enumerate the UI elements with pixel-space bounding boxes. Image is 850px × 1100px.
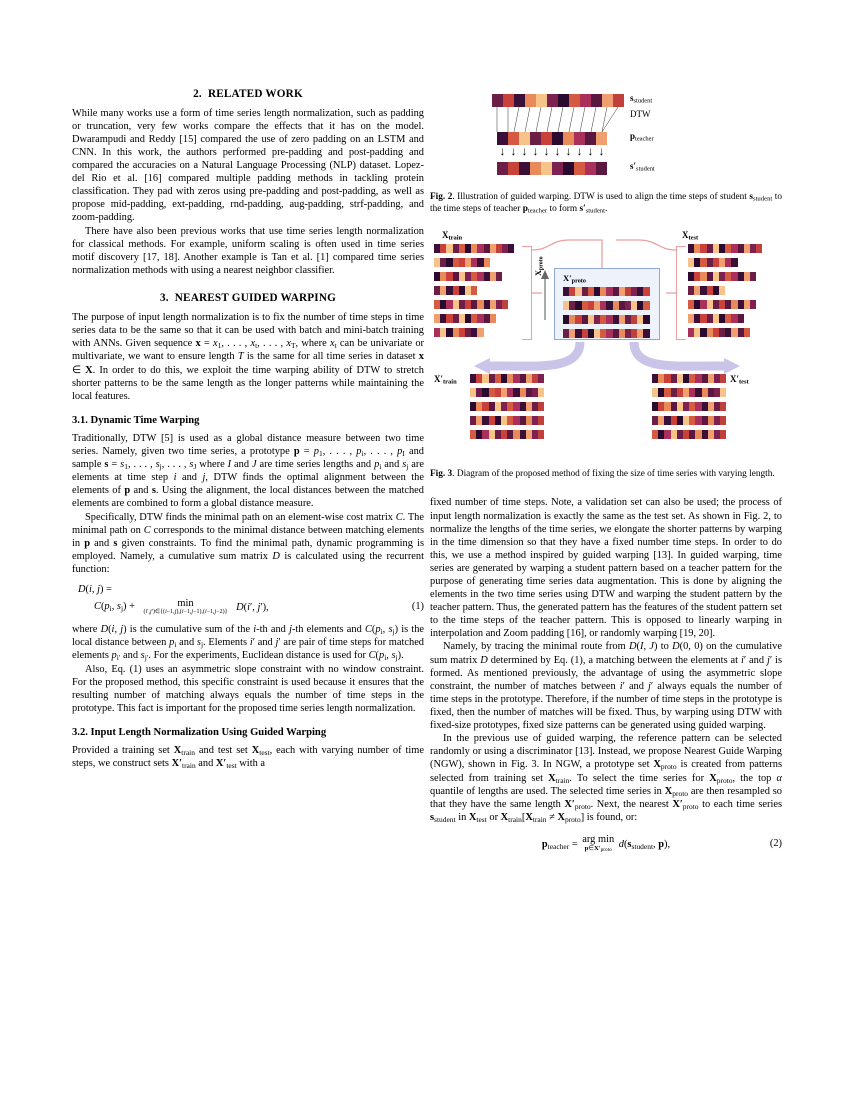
ts-cell xyxy=(503,94,514,107)
paragraph: While many works use a form of time series length normalization, such as padding or truncation, very few works compare the effects that it has on the model. Dwarampudi and Reddy [15] compared the use of zero padding on an LSTM and CNN. In this work, the authors performed pre-padding and post-padding and compared the accuracies on a Natural Language Processing (NLP) dataset. Lopez-del Rio et al. [16] compared multiple padding methods in tackling protein classification. They pad with zeros using pre-padding and post-padding, as well as propose mid-padding, ext-padding, rnd-padding, aug-padding, strf-padding, and zoom-padding. xyxy=(72,108,424,224)
ts-cell xyxy=(563,162,574,175)
fig3-label-xptrain: $X'_{train}$ xyxy=(434,373,457,386)
ts-cell xyxy=(602,94,613,107)
ts-cell xyxy=(596,162,607,175)
right-column xyxy=(430,88,782,861)
fig3-proto-series xyxy=(563,329,650,338)
figure-3-caption: Fig. 3. Diagram of the proposed method of fixing the size of time series with varying length. xyxy=(430,468,775,479)
paragraph: In the previous use of guided warping, the reference pattern can be selected randomly or using a discriminator [13]. Instead, we propose Nearest Guide Warping (NGW), shown in Fig. 3. In NGW, a prototype set $X_{proto}$ is created from patterns selected from training set $X_{train}$. To select the time series for $X_{proto}$, the top α quantile of lengths are used. The selected time series in $X_{proto}$ are then resampled so that they have the same length $X'_{proto}$. Next, the nearest $X'_{proto}$ to each time series $s_{student}$ in $X_{test}$ or $X_{train}[X_{train} \ne X_{proto}]$ is found, or: xyxy=(430,733,782,825)
down-arrow-icon: ↓ xyxy=(565,144,572,158)
ts-cell xyxy=(519,162,530,175)
down-arrow-icon: ↓ xyxy=(499,144,506,158)
fig2-warp-arrows xyxy=(497,145,607,157)
paragraph: fixed number of time steps. Note, a validation set can also be used; the process of input length normalization is exactly the same as the test set. As shown in Fig. 2, to normalize the lengths of the time series, we elongate the shorter patterns by warping in the time dimension so that they have a fixed number time steps. In order to do this, we use a method inspired by guided warping [13]. In guided warping, time series are generated by warping a student pattern based on a teacher pattern for the purpose of generating time series data augmentation. This is done by aligning the elements in the two time series using DTW and warping the student pattern by the teacher pattern. Thus, the generated pattern has the features of the student pattern set to the time steps of the teacher pattern. This is opposed to linearly warping in interpolation and Zoom padding [16], or randomly warping [19, 20]. xyxy=(430,497,782,639)
fig2-label-dtw: DTW xyxy=(630,109,651,119)
subsection-number: 3.2. xyxy=(72,727,88,739)
ts-cell xyxy=(497,162,508,175)
ts-cell xyxy=(525,94,536,107)
ts-cell xyxy=(580,94,591,107)
equation-2: $p_{teacher}$ = arg min p∈X′proto $d(s_{student}$, p), (2) xyxy=(541,833,782,854)
subsection-title: Dynamic Time Warping xyxy=(90,414,200,426)
fig2-label-output: $s'_{student}$ xyxy=(630,161,655,173)
section-heading-nearest-guided-warping xyxy=(72,292,424,304)
paragraph: There have also been previous works that use time series length normalization for classical methods. For example, uniform scaling is often used in time series motif discovery [17, 18]. Another example is Tan et al. [1] compared time series normalization methods with using a nearest neighbor classifier. xyxy=(72,225,424,277)
fig3-label-xpproto: $X'_{proto}$ xyxy=(563,272,586,285)
fig3-output-train-series xyxy=(470,374,544,383)
paragraph: Traditionally, DTW [5] is used as a global distance measure between two time series. Namely, given two time series, a prototype $p = p_1$, . . . , $p_i$, . . . , $p_I$ and sample $s = s_1$, . . . , $s_j$, . . . , $s_J$ where I and J are time series lengths and $p_i$ and $s_j$ are elements at time step i and j, DTW finds the optimal alignment between the elements of p and s. Using the alignment, the local distances between the matched elements are combined to form a global distance measure. xyxy=(72,432,424,510)
paragraph: The purpose of input length normalization is to fix the number of time steps in time series data to be the same so that it can be used with batch and mini-batch training with ANNs. Given sequence $x = x_1$, . . . , $x_t$, . . . , $x_T$, where $x_t$ can be univariate or multivariate, we want to ensure length T is the same for all time series in dataset x ∈ X. In order to do this, we exploit the time warping ability of DTW to stretch shorter patterns to be the same length as the longer patterns while maintaining the local features. xyxy=(72,312,424,402)
fig3-output-train-series xyxy=(470,402,544,411)
section-title: NEAREST GUIDED WARPING xyxy=(174,292,337,305)
fig3-output-train-series xyxy=(470,416,544,425)
left-column xyxy=(72,88,424,771)
ts-cell xyxy=(558,94,569,107)
fig3-output-test-series xyxy=(652,430,726,439)
equation-1-number: (1) xyxy=(411,601,424,613)
fig3-output-train-series xyxy=(470,430,544,439)
paragraph: Also, Eq. (1) uses an asymmetric slope constraint with no window constraint. For the proposed method, this specific constraint is used because it ensures that the resulting number of matching always equals the number of time steps in the prototype. This fact is important for the proposed time series length normalization. xyxy=(72,663,424,714)
fig3-xproto-arrow xyxy=(538,270,552,320)
fig2-label-student: $s_{student}$ xyxy=(630,93,653,105)
fig3-label-xproto: $X_{proto}$ xyxy=(534,256,545,276)
ts-cell xyxy=(536,94,547,107)
fig2-student-sequence xyxy=(492,94,624,107)
fig3-output-test-series xyxy=(652,388,726,397)
fig3-label-xtest: $X_{test}$ xyxy=(682,229,699,242)
subsection-title: Input Length Normalization Using Guided Warping xyxy=(90,727,327,739)
ts-cell xyxy=(508,162,519,175)
subsection-heading-dtw xyxy=(72,415,424,426)
ts-cell xyxy=(574,162,585,175)
fig2-dtw-alignment-lines xyxy=(492,107,682,132)
down-arrow-icon: ↓ xyxy=(543,144,550,158)
ts-cell xyxy=(591,94,602,107)
ts-cell xyxy=(569,94,580,107)
fig3-output-test-series xyxy=(652,374,726,383)
down-arrow-icon: ↓ xyxy=(598,144,605,158)
section-number: 3. xyxy=(159,292,169,305)
paragraph: Provided a training set $X_{train}$ and test set $X_{test}$, each with varying number of time steps, we construct sets $X'_{train}$ and $X'_{test}$ with a xyxy=(72,745,424,771)
ts-cell xyxy=(552,162,563,175)
right-column-body xyxy=(430,496,782,853)
figure-2-caption: Fig. 2. Illustration of guided warping. DTW is used to align the time steps of student $s_{student}$ to the time steps of teacher $p_{teacher}$ to form $s'_{student}$. xyxy=(430,192,782,215)
section-heading-related-work xyxy=(72,88,424,100)
fig3-proto-series xyxy=(563,315,650,324)
figure-3-ngw-diagram xyxy=(430,230,782,462)
fig3-label-xptest: $X'_{test}$ xyxy=(730,373,749,386)
figure-2-caption-text: . Illustration of guided warping. DTW is used to align the time steps of student $s_{student}$ to the time steps of teacher $p_{teacher}$ to form $s'_{student}$. xyxy=(430,192,782,215)
fig3-output-test-series xyxy=(652,416,726,425)
down-arrow-icon: ↓ xyxy=(521,144,528,158)
section-title: RELATED WORK xyxy=(207,88,303,100)
down-arrow-icon: ↓ xyxy=(554,144,561,158)
down-arrow-icon: ↓ xyxy=(510,144,517,158)
subsection-number: 3.1. xyxy=(72,414,88,426)
figure-3-caption-text: . Diagram of the proposed method of fixing the size of time series with varying length. xyxy=(452,468,775,479)
equation-1 xyxy=(72,583,424,616)
ts-cell xyxy=(585,162,596,175)
ts-cell xyxy=(514,94,525,107)
ts-cell xyxy=(492,94,503,107)
equation-2-number: (2) xyxy=(769,838,782,850)
down-arrow-icon: ↓ xyxy=(532,144,539,158)
paragraph: Namely, by tracing the minimal route from D(I, J) to D(0, 0) on the cumulative sum matrix D determined by Eq. (1), a matching between the elements at i′ and j′ is formed. As mentioned previously, the advantage of using the asymmetric slope constraint, the number of matches between i′ and j′ always equals the number of time steps in the prototype. Therefore, if the number of time steps in the prototype is fixed, then the number of matches will be fixed. Thus, by warping using DTW with fixed-size prototypes, fixed size patterns can be generated using guided warping. xyxy=(430,641,782,731)
fig2-output-sequence xyxy=(497,162,607,175)
section-number: 2. xyxy=(193,88,202,100)
paragraph: where D(i, j) is the cumulative sum of the i-th and j-th elements and $C(p_i$, $s_j$) is the local distance between $p_i$ and $s_j$. Elements i′ and j′ are pair of time steps for matched elements $p_{i'}$ and $s_{j'}$. For the experiments, Euclidean distance is used for $C(p_i$, $s_j$). xyxy=(72,623,425,662)
fig2-label-teacher: $p_{teacher}$ xyxy=(630,131,654,143)
ts-cell xyxy=(547,94,558,107)
fig3-proto-series xyxy=(563,287,650,296)
fig3-output-train-series xyxy=(470,388,544,397)
paragraph: Specifically, DTW finds the minimal path on an element-wise cost matrix C. The minimal path on C corresponds to the minimal distance between matching elements in p and s given constraints. To find the minimal path, dynamic programming is employed. Namely, a cumulative sum matrix D is calculated using the recurrent function: xyxy=(72,511,425,576)
subsection-heading-input-length-normalization xyxy=(72,727,424,738)
fig3-xproto-box xyxy=(554,268,660,340)
ts-cell xyxy=(530,162,541,175)
down-arrow-icon: ↓ xyxy=(576,144,583,158)
ts-cell xyxy=(541,162,552,175)
figure-2-guided-warping xyxy=(430,90,782,185)
fig3-output-test-series xyxy=(652,402,726,411)
ts-cell xyxy=(613,94,624,107)
fig3-label-xtrain: $X_{train}$ xyxy=(442,229,463,242)
down-arrow-icon: ↓ xyxy=(587,144,594,158)
fig3-proto-series xyxy=(563,301,650,310)
equation-1-body: D(i, j) = $C(p_i$, $s_j$) + min (i′,j′)∈{(i−1,j),(i−1,j−1),(i−1,j−2)} D(i′, j′), (1) xyxy=(78,584,424,615)
